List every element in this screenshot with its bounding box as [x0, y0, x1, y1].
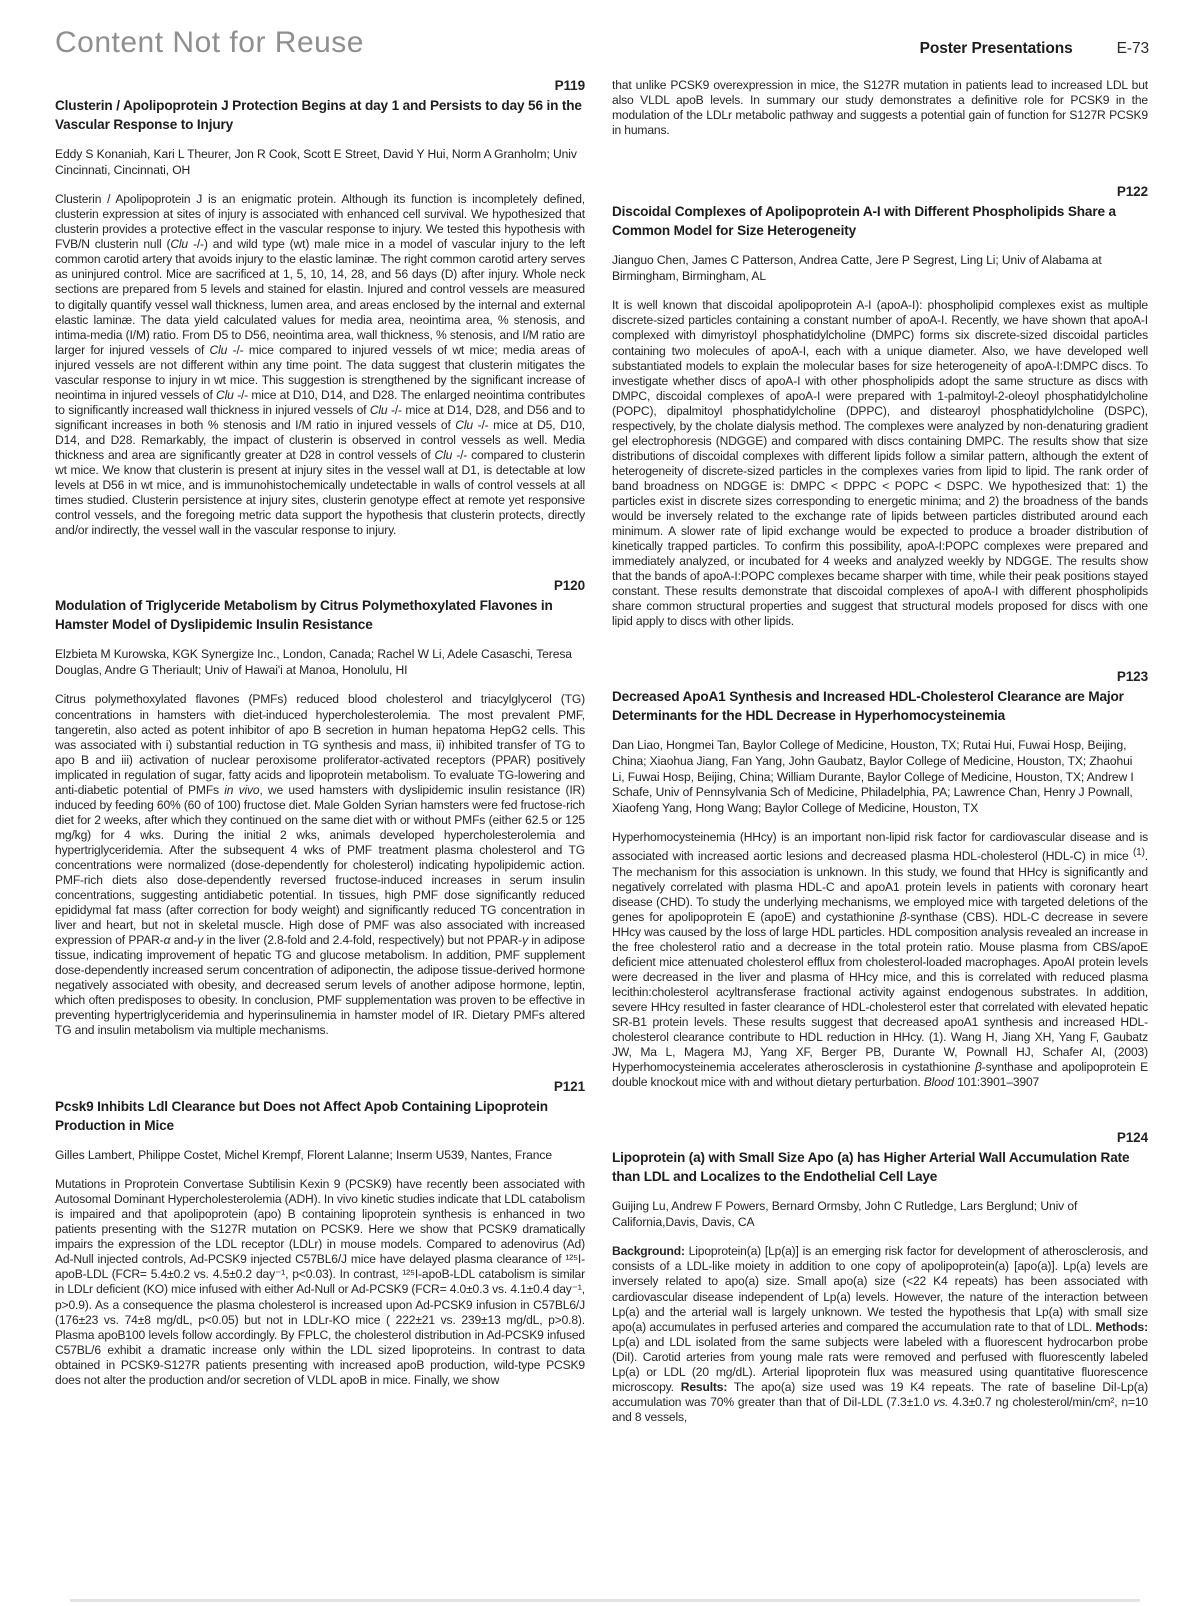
- abstract-authors: Gilles Lambert, Philippe Costet, Michel Krempf, Florent Lalanne; Inserm U539, Nantes, France: [55, 1147, 552, 1162]
- abstract-number: P121: [553, 1078, 585, 1094]
- abstract-title: Pcsk9 Inhibits Ldl Clearance but Does not Affect Apob Containing Lipoprotein Production in Mice: [55, 1098, 548, 1133]
- abstract-p121: [55, 1079, 585, 1388]
- section-title: Poster Presentations: [919, 40, 1073, 57]
- abstract-authors: Elzbieta M Kurowska, KGK Synergize Inc., London, Canada; Rachel W Li, Adele Casaschi, Teresa Douglas, Andre G Theriault; Univ of Hawai'i at Manoa, Honolulu, HI: [55, 647, 572, 677]
- left-column: [55, 78, 585, 1465]
- watermark-text: Content Not for Reuse: [55, 26, 364, 59]
- abstract-p122: [612, 184, 1148, 629]
- abstract-title: Discoidal Complexes of Apolipoprotein A-I with Different Phospholipids Share a Common Model for Size Heterogeneity: [612, 204, 1116, 239]
- abstract-body: Mutations in Proprotein Convertase Subtilisin Kexin 9 (PCSK9) have recently been associated with Autosomal Dominant Hypercholesterolemia (ADH). In vivo kinetic studies indicate that LDL catabolism is impaired and that apolipoprotein (apo) B containing lipoprotein synthesis is enhanced in two patients presenting with the S127R mutation on PCSK9. Here we show that PCSK9 dramatically impairs the expression of the LDL receptor (LDLr) in mouse models. Compared to adenovirus (Ad) Ad-Null injected controls, Ad-PCSK9 injected C57BL6/J mice have delayed plasma clearance of ¹²⁵I-apoB-LDL (FCR= 5.4±0.2 vs. 4.5±0.2 day⁻¹, p<0.03). In contrast, ¹²⁵I-apoB-LDL catabolism is similar in LDLr deficient (KO) mice infused with either Ad-Null or Ad-PCSK9 (FCR= 4.0±0.3 vs. 4.1±0.4 day⁻¹, p>0.9). As a consequence the plasma cholesterol is increased upon Ad-PCSK9 infusion in C57BL6/J (176±23 vs. 74±8 mg/dL, p<0.05) but not in LDLr-KO mice ( 222±21 vs. 239±13 mg/dL, p>0.8). Plasma apoB100 levels follow accordingly. By FPLC, the cholesterol distribution in Ad-PCSK9 infused C57BL/6 exhibit a dramatic increase only within the LDL sized lipoproteins. In contrast to data obtained in PCSK9-S127R patients presenting with increased apoB production, wild-type PCSK9 does not alter the production and/or secretion of VLDL apoB in mice. Finally, we show: [55, 1177, 585, 1387]
- page-number: E-73: [1116, 40, 1149, 57]
- abstract-title: Lipoprotein (a) with Small Size Apo (a) has Higher Arterial Wall Accumulation Rate than LDL and Localizes to the Endothelial Cell Laye: [612, 1150, 1130, 1185]
- page-header: [55, 26, 1149, 70]
- abstract-authors: Eddy S Konaniah, Kari L Theurer, Jon R Cook, Scott E Street, David Y Hui, Norm A Granholm; Univ Cincinnati, Cincinnati, OH: [55, 147, 577, 177]
- two-column-layout: [55, 78, 1149, 1465]
- abstract-title: Decreased ApoA1 Synthesis and Increased HDL-Cholesterol Clearance are Major Determinants for the HDL Decrease in Hyperhomocysteinemia: [612, 689, 1124, 724]
- abstract-body: Hyperhomocysteinemia (HHcy) is an important non-lipid risk factor for cardiovascular disease and is associated with increased aortic lesions and decreased plasma HDL-cholesterol (HDL-C) in mice $^{(1)}$. The mechanism for this association is unknown. In this study, we found that HHcy is significantly and negatively correlated with plasma HDL-C and apoA1 protein levels in patients with coronary heart disease (CHD). To study the underlying mechanisms, we employed mice with targeted deletions of the genes for apolipoprotein E (apoE) and cystathionine β-synthase (CBS). HDL-C decrease in severe HHcy was caused by the loss of large HDL particles. HDL composition analysis revealed an increase in the free cholesterol ratio and a decrease in the total protein ratio. Mouse plasma from CBS/apoE deficient mice attenuated cholesterol efflux from cholesterol-loaded macrophages. ApoAI protein levels were decreased in the liver and plasma of HHcy mice, and this is correlated with reduced plasma lecithin:cholesterol acyltransferase fractional activity against endogenous substrates. In addition, severe HHcy resulted in faster clearance of HDL-cholesterol ester that correlated with elevated hepatic SR-B1 protein levels. These results suggest that decreased apoA1 synthesis and increased HDL-cholesterol clearance contribute to HDL reduction in HHcy. (1). Wang H, Jiang XH, Yang F, Gaubatz JW, Ma L, Magera MJ, Yang XF, Berger PB, Durante W, Pownall HJ, Schafer AI, (2003) Hyperhomocysteinemia accelerates atherosclerosis in cystathionine β-synthase and apolipoprotein E double knockout mice with and without dietary perturbation. Blood 101:3901–3907: [612, 830, 1148, 1090]
- abstract-authors: Jianguo Chen, James C Patterson, Andrea Catte, Jere P Segrest, Ling Li; Univ of Alabama at Birmingham, Birmingham, AL: [612, 253, 1102, 283]
- abstract-body: Background: Lipoprotein(a) [Lp(a)] is an emerging risk factor for development of atherosclerosis, and consists of a LDL-like moiety in addition to one copy of apolipoprotein(a) [apo(a)]. Lp(a) levels are inversely related to apo(a) size. Small apo(a) size (<22 K4 repeats) has been associated with cardiovascular disease independent of Lp(a) levels. However, the nature of the interaction between Lp(a) and the arterial wall is largely unknown. We tested the hypothesis that Lp(a) with small size apo(a) accumulates in perfused arteries and compared the accumulation rate to that of LDL. Methods: Lp(a) and LDL isolated from the same subjects were labeled with a fluorescent hydrocarbon probe (DiI). Carotid arteries from young male rats were removed and perfused with fluorescently labeled Lp(a) or LDL (20 mg/dL). Arterial lipoprotein flux was measured using quantitative fluorescence microscopy. Results: The apo(a) size used was 19 K4 repeats. The rate of baseline DiI-Lp(a) accumulation was 70% greater than that of DiI-LDL (7.3±1.0 vs. 4.3±0.7 ng cholesterol/min/cm², n=10 and 8 vessels,: [612, 1244, 1149, 1424]
- abstract-p124: [612, 1130, 1148, 1425]
- scan-bottom-edge: [70, 1599, 1140, 1602]
- abstract-body: It is well known that discoidal apolipoprotein A-I (apoA-I): phospholipid complexes exist as multiple discrete-sized particles containing a constant number of apoA-I. Recently, we have shown that apoA-I complexed with dimyristoyl phosphatidylcholine (DMPC) forms six discrete-sized discoidal particles containing two molecules of apoA-I, each with a unique diameter. Also, we have developed well substantiated models to explain the molecular bases for size heterogeneity of apoA-I:DMPC discs. To investigate whether discs of apoA-I with other phospholipids adopt the same structure as discs with DMPC, discoidal complexes of apoA-I were prepared with 1-palmitoyl-2-oleoyl phosphatidylcholine (POPC), dipalmitoyl phosphatidylcholine (DPPC), and distearoyl phosphatidylcholine (DSPC), respectively, by the cholate dialysis method. The complexes were analyzed by non-denaturing gradient gel electrophoresis (NDGGE) and compared with discs containing DMPC. The results show that size distributions of discoidal complexes with different lipids follow a similar pattern, although the extent of heterogeneity of discrete-sized particles in the complexes varies from lipid to lipid. The rank order of band broadness on NDGGE is: DMPC < DPPC < POPC < DSPC. We hypothesized that: 1) the particles exist in discrete sizes corresponding to energetic minima; and 2) the broadness of the bands would be inversely related to the exchange rate of lipids between particles distributed around each minimum. A slower rate of lipid exchange would be expected to produce a broader distribution of kinetically trapped particles. To confirm this possibility, apoA-I:POPC complexes were prepared and immediately analyzed, or incubated for 4 weeks and analyzed weekly by NDGGE. The results show that the bands of apoA-I:POPC complexes became sharper with time, while their peak positions stayed constant. These results demonstrate that discoidal complexes of apoA-I with different phospholipids share common structural properties and suggest that structural models proposed for discs with one lipid apply to discs with other lipids.: [612, 298, 1148, 629]
- abstract-body: Citrus polymethoxylated flavones (PMFs) reduced blood cholesterol and triacylglycerol (TG) concentrations in hamsters with diet-induced hypercholesterolemia. The most prevalent PMF, tangeretin, also acted as potent inhibitor of apo B secretion in human hepatoma HepG2 cells. This was associated with i) substantial reduction in TG synthesis and mass, ii) inhibited transfer of TG to apo B and iii) activation of nuclear peroxisome proliferator-activated receptors (PPAR) positively implicated in regulation of sugar, fatty acids and lipoprotein metabolism. To evaluate TG-lowering and anti-diabetic potential of PMFs in vivo, we used hamsters with dyslipidemic insulin resistance (IR) induced by feeding 60% (60 of 100) fructose diet. Male Golden Syrian hamsters were fed fructose-rich diet for 2 weeks, after which they continued on the same diet with or without PMFs (either 62.5 or 125 mg/kg) for 4 wks. During the initial 2 wks, animals developed hypercholesterolemia and hypertriglyceridemia. After the subsequent 4 wks of PMF treatment plasma cholesterol and TG concentrations were normalized (dose-dependently for cholesterol) indicating hypolipidemic action. PMF-rich diets also dose-dependently reversed fructose-induced increases in serum insulin concentrations, suggesting antidiabetic potential. In tissues, high PMF dose significantly reduced epididymal fat mass (after correction for body weight) and significantly reduced TG concentration in liver and heart, but not in skeletal muscle. High dose of PMF was also associated with increased expression of PPAR-α and-γ in the liver (2.8-fold and 2.4-fold, respectively) but not PPAR-γ in adipose tissue, indicating improvement of hepatic TG and glucose metabolism. In addition, PMF supplement dose-dependently increased serum concentration of adiponectin, the adipose tissue-derived hormone negatively associated with obesity, and decreased serum levels of another adipose hormone, leptin, which often predisposes to obesity. In conclusion, PMF supplementation was proven to be effective in preventing hypertriglyceridemia and hyperinsulinemia in hamster model of IR. Dietary PMFs altered TG and insulin metabolism via multiple mechanisms.: [55, 692, 585, 1038]
- abstract-authors: Dan Liao, Hongmei Tan, Baylor College of Medicine, Houston, TX; Rutai Hui, Fuwai Hosp, Beijing, China; Xiaohua Jiang, Fan Yang, John Gaubatz, Baylor College of Medicine, Houston, TX; Zhaohui Li, Fuwai Hosp, Beijing, China; William Durante, Baylor College of Medicine, Houston, TX; Andrew I Schafe, Univ of Pennsylvania Sch of Medicine, Philadelphia, PA; Lawrence Chan, Henry J Pownall, Xiaofeng Yang, Hong Wang; Baylor College of Medicine, Houston, TX: [612, 738, 1134, 815]
- right-column: [612, 78, 1148, 1465]
- abstract-number: P123: [1116, 669, 1148, 685]
- running-head: [920, 40, 1149, 58]
- abstract-p121-continuation: that unlike PCSK9 overexpression in mice, the S127R mutation in patients lead to increased LDL but also VLDL apoB levels. In summary our study demonstrates a definitive role for PCSK9 in the modulation of the LDLr metabolic pathway and suggests a potential gain of function for S127R PCSK9 in humans.: [612, 78, 1148, 138]
- abstract-p123: [612, 669, 1148, 1090]
- abstract-p119: [55, 78, 585, 538]
- abstract-title: Modulation of Triglyceride Metabolism by Citrus Polymethoxylated Flavones in Hamster Model of Dyslipidemic Insulin Resistance: [55, 598, 553, 633]
- abstract-number: P120: [553, 578, 585, 594]
- abstract-number: P122: [1116, 184, 1148, 200]
- abstract-number: P124: [1116, 1130, 1148, 1146]
- abstract-number: P119: [554, 78, 585, 93]
- abstract-authors: Guijing Lu, Andrew F Powers, Bernard Ormsby, John C Rutledge, Lars Berglund; Univ of California,Davis, Davis, CA: [612, 1199, 1078, 1229]
- abstract-body: Clusterin / Apolipoprotein J is an enigmatic protein. Although its function is incompletely defined, clusterin expression at sites of injury is associated with enhanced cell survival. We hypothesized that clusterin provides a protective effect in the vascular response to injury. We tested this hypothesis with FVB/N clusterin null (Clu -/-) and wild type (wt) male mice in a model of vascular injury to the left common carotid artery that avoids injury to the elastic laminæ. The right common carotid artery serves as uninjured control. Mice are sacrificed at 1, 5, 10, 14, 28, and 56 days (D) after injury. Whole neck sections are prepared from 5 levels and stained for elastin. Injured and control vessels are measured to digitally quantify vessel wall thickness, lumen area, and areas enclosed by the internal and external elastic laminæ. The data yield calculated values for media area, neointima area, % stenosis, and intima-media (I/M) ratio. From D5 to D56, neointima area, wall thickness, % stenosis, and I/M ratio are larger for injured vessels of Clu -/- mice compared to injured vessels of wt mice; media areas of injured vessels are not different within any time point. The data suggest that clusterin mitigates the vascular response to injury in wt mice. This suggestion is strengthened by the significant increase of neointima in injured vessels of Clu -/- mice at D10, D14, and D28. The enlarged neointima contributes to significantly increased wall thickness in injured vessels of Clu -/- mice at D14, D28, and D56 and to significant increases in both % stenosis and I/M ratio in injured vessels of Clu -/- mice at D5, D10, D14, and D28. Remarkably, the impact of clusterin is observed in control vessels as well. Media thickness and area are significantly greater at D28 in control vessels of Clu -/- compared to clusterin wt mice. We know that clusterin is present at injury sites in the vessel wall at D1, is detectable at low levels at D56 in wt mice, and is immunohistochemically undetectable in walls of control vessels at all times studied. Clusterin persistence at injury sites, clusterin genotype effect at remote yet responsive control vessels, and the foregoing metric data support the hypothesis that clusterin protects, directly and/or indirectly, the vessel wall in the vascular response to injury.: [55, 192, 586, 538]
- abstract-title: Clusterin / Apolipoprotein J Protection Begins at day 1 and Persists to day 56 in the Vascular Response to Injury: [55, 98, 582, 132]
- abstract-p120: [55, 578, 585, 1038]
